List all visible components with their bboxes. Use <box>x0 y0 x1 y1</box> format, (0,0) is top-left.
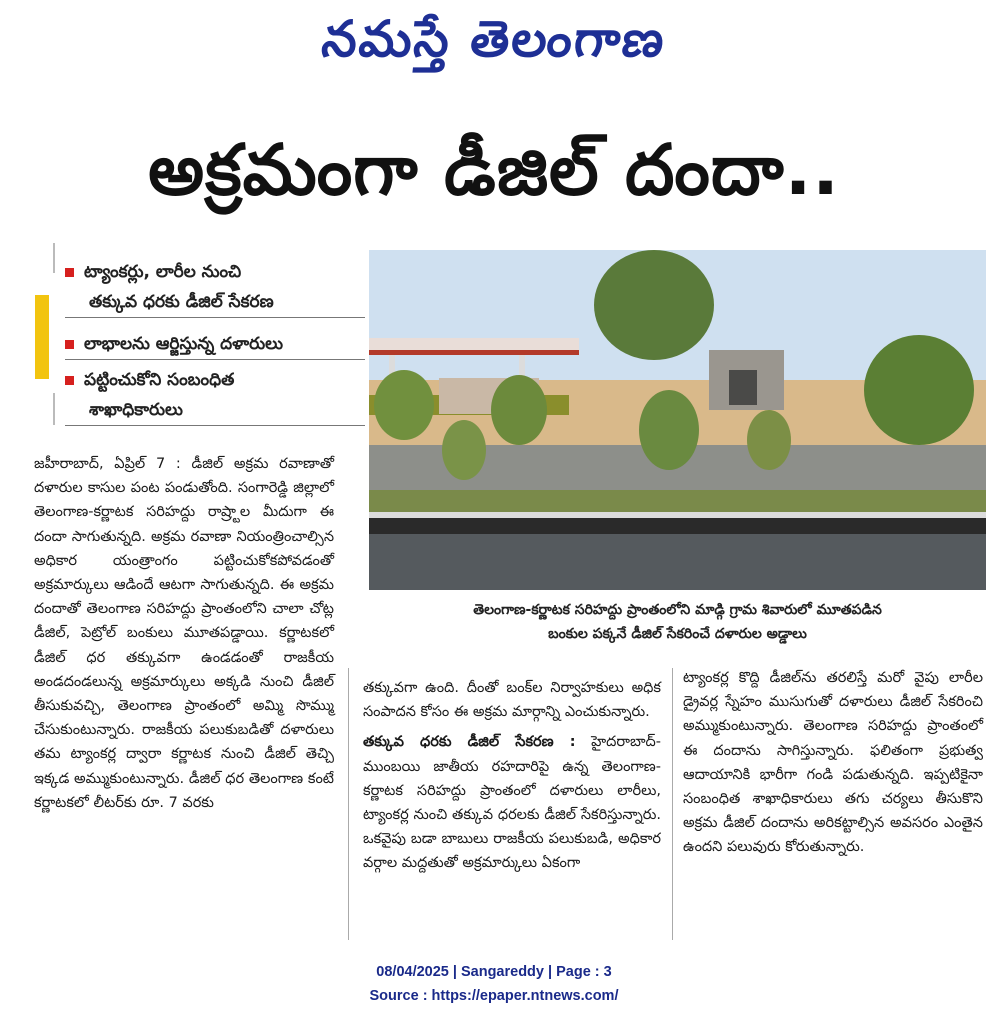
highlights-rule-top <box>53 243 55 273</box>
highlights-accent-bar <box>35 295 49 379</box>
article-subhead: తక్కువ ధరకు డీజిల్ సేకరణ : <box>363 734 576 751</box>
highlight-line: తక్కువ ధరకు డీజిల్ సేకరణ <box>65 287 365 318</box>
bullet-icon <box>65 340 74 349</box>
footer-edition-info: 08/04/2025 | Sangareddy | Page : 3 <box>376 964 612 980</box>
column-divider <box>672 668 673 940</box>
highlights-box <box>35 243 335 433</box>
highlight-item-1 <box>65 257 365 318</box>
highlight-item-3 <box>65 365 365 426</box>
photo-illustration <box>369 250 986 590</box>
article-headline: అక్రమంగా డీజిల్ దందా.. <box>148 129 840 211</box>
article-column-1 <box>34 452 334 815</box>
highlight-line: ట్యాంకర్లు, లారీల నుంచి <box>84 262 242 282</box>
highlight-line: పట్టించుకోని సంబంధిత <box>84 370 235 390</box>
bullet-icon <box>65 268 74 277</box>
photo-caption <box>369 598 986 646</box>
highlight-item-2 <box>65 329 365 360</box>
column-text: ట్యాంకర్ల కొద్ది డీజిల్‌ను తరలిస్తే మరో వైపు లారీల డ్రైవర్ల స్నేహం ముసుగుతో దళారులు డీజిల్ సేకరించి అమ్ముకుంటున్నారు. తెలంగాణ సరిహద్దు ప్రాంతంలో ఈ దందాను సాగిస్తున్నారు. ఫలితంగా ప్రభుత్వ ఆదాయానికి భారీగా గండి పడుతున్నది. ఇప్పటికైనా సంబంధిత శాఖాధికారులు తగు చర్యలు తీసుకొని అక్రమ డీజిల్ దందాను అరికట్టాల్సిన అవసరం ఎంతైన ఉందని పలువురు కోరుతున్నారు. <box>683 670 983 856</box>
article-column-3 <box>683 666 983 860</box>
article-column-2 <box>363 676 661 876</box>
caption-line-2: బంకుల పక్కనే డీజిల్ సేకరించే దళారుల అడ్డాలు <box>548 626 807 642</box>
column-text: హైదరాబాద్-ముంబయి జాతీయ రహదారిపై ఉన్న తెలంగాణ-కర్ణాటక సరిహద్దు ప్రాంతంలో దళారులు లారీలు, ట్యాంకర్ల నుంచి తక్కువ ధరలకు డీజిల్ సేకరిస్తున్నారు. ఒకవైపు బడా బాబులు రాజకీయ పలుకుబడి, అధికార వర్గాల మద్దతుతో అక్రమార్కులు ఏకంగా <box>363 734 661 872</box>
article-photo <box>369 250 986 590</box>
highlight-line: లాభాలను ఆర్జిస్తున్న దళారులు <box>84 334 284 354</box>
column-divider <box>348 668 349 940</box>
highlights-rule-bottom <box>53 393 55 425</box>
column-text: తక్కువగా ఉంది. దీంతో బంక్‌ల నిర్వాహకులు అధిక సంపాదన కోసం ఈ అక్రమ మార్గాన్ని ఎంచుకున్నారు. <box>363 680 661 721</box>
highlight-line: శాఖాధికారులు <box>65 395 365 426</box>
footer-source-link[interactable]: Source : https://epaper.ntnews.com/ <box>369 988 619 1004</box>
column-text: జహీరాబాద్, ఏప్రిల్ 7 : డీజిల్ అక్రమ రవాణాతో దళారుల కాసుల పంట పండుతోంది. సంగారెడ్డి జిల్లాలో తెలంగాణ-కర్ణాటక సరిహద్దు రాష్ర్టాల మీదుగా ఈ దందా సాగుతున్నది. అక్రమ రవాణా నియంత్రించాల్సిన అధికార యంత్రాంగం పట్టించుకోకపోవడంతో అక్రమార్కులు ఆడిందే ఆటగా సాగుతున్నది. ఈ అక్రమ దందాతో తెలంగాణ సరిహద్దు ప్రాంతంలోని చాలా చోట్ల డీజిల్, పెట్రోల్ బంకులు మూతపడ్డాయి. కర్ణాటకలో డీజిల్ ధర తక్కువగా ఉండడంతో రాజకీయ అండదండలున్న అక్రమార్కులు అక్కడి నుంచి డీజిల్ తీసుకువచ్చి, తెలంగాణ ప్రాంతంలో అమ్మి సొమ్ము చేసుకుంటున్నారు. రాజకీయ పలుకుబడితో దళారులు తమ ట్యాంకర్ల ద్వారా కర్ణాటక నుంచి డీజిల్ తెచ్చి ఇక్కడ అమ్ముకుంటున్నారు. డీజిల్ ధర తెలంగాణ కంటే కర్ణాటకలో లీటర్‌కు రూ. 7 వరకు <box>34 456 334 811</box>
newspaper-masthead: నమస్తే తెలంగాణ <box>319 10 669 68</box>
bullet-icon <box>65 376 74 385</box>
caption-line-1: తెలంగాణ-కర్ణాటక సరిహద్దు ప్రాంతంలోని మాడ్గి గ్రామ శివారులో మూతపడిన <box>473 602 882 618</box>
